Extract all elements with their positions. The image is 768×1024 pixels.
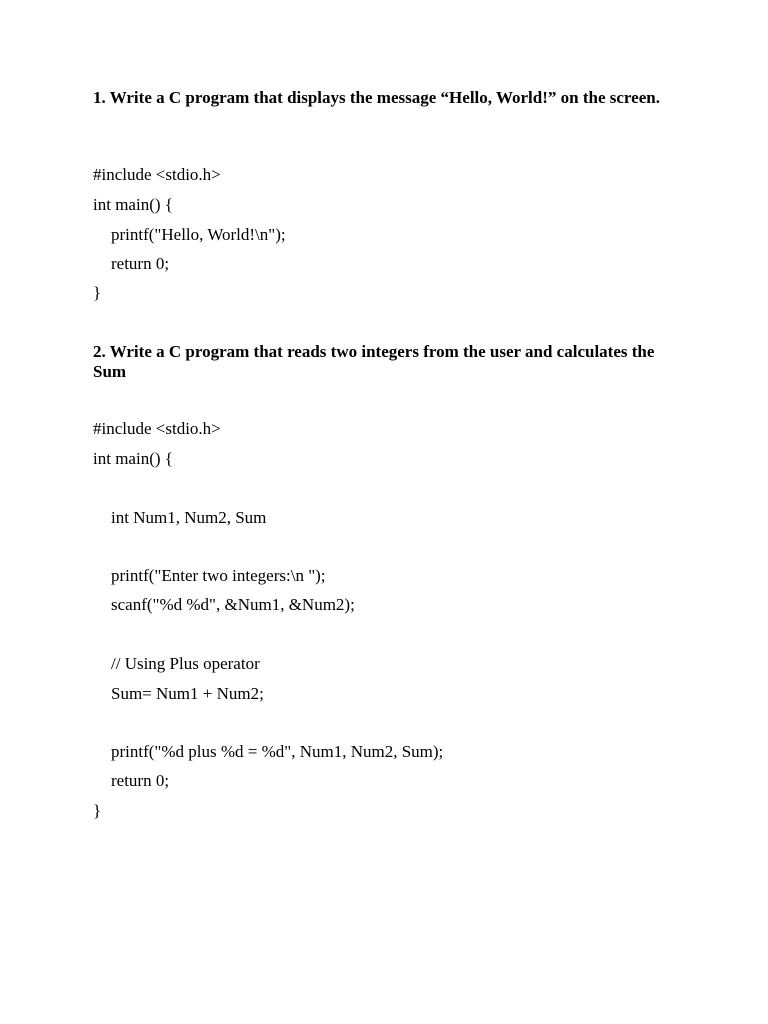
q2-code-line-printf-prompt: printf("Enter two integers:\n "); [111,566,326,585]
q2-code-line-include: #include <stdio.h> [93,419,221,438]
q2-code-line-sum: Sum= Num1 + Num2; [111,684,264,703]
q1-code-line-include: #include <stdio.h> [93,165,221,184]
q2-code-line-printf-result: printf("%d plus %d = %d", Num1, Num2, Sum); [111,742,444,761]
q2-code-line-return: return 0; [111,771,170,790]
q2-code-line-main: int main() { [93,449,173,468]
question-1-title: 1. Write a C program that displays the message “Hello, World!” on the screen. [93,88,660,107]
q2-code-line-declare: int Num1, Num2, Sum [111,508,267,527]
q1-code-line-main: int main() { [93,195,173,214]
q2-code-line-scanf: scanf("%d %d", &Num1, &Num2); [111,595,355,614]
q2-code-line-close-brace: } [93,801,102,820]
q1-code-line-printf: printf("Hello, World!\n"); [111,225,286,244]
question-2-title: 2. Write a C program that reads two integers from the user and calculates the Sum [93,342,655,381]
q1-code-line-return: return 0; [111,254,170,273]
q1-code-line-close-brace: } [93,283,102,302]
q2-code-line-comment: // Using Plus operator [111,654,260,673]
